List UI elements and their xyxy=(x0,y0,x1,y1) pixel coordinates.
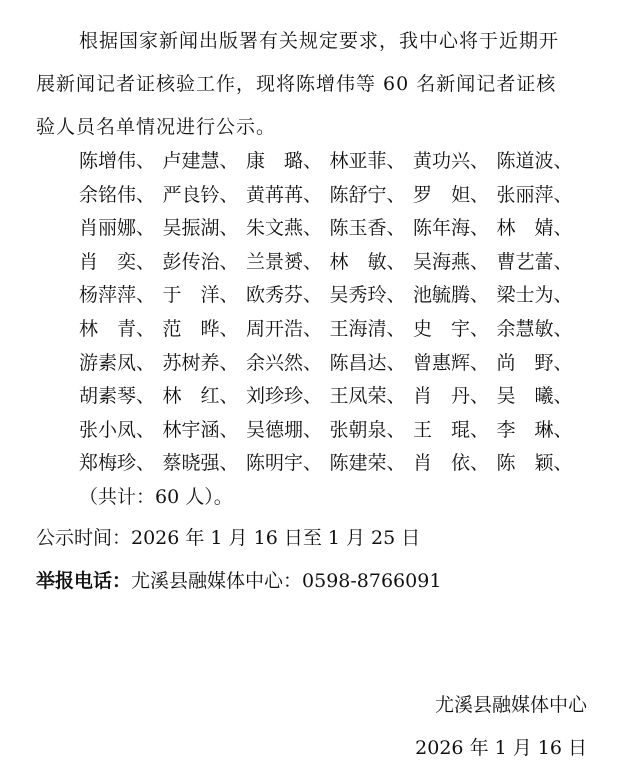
list-item: 林 红、 xyxy=(162,385,239,408)
list-item: 王凤荣、 xyxy=(329,385,406,408)
list-item: 王 琨、 xyxy=(413,418,490,441)
list-item: 吴德堋、 xyxy=(246,418,323,441)
list-item: 肖 丹、 xyxy=(413,385,490,408)
list-item: 池毓腾、 xyxy=(413,284,490,307)
list-item: 卢建慧、 xyxy=(162,150,239,172)
list-item: 林亚菲、 xyxy=(329,150,406,172)
list-item: 吴振湖、 xyxy=(162,217,239,240)
list-item: 游素凤、 xyxy=(79,351,156,374)
report-phone-label: 举报电话： xyxy=(36,570,132,592)
signature-date: 2026 年 1 月 16 日 xyxy=(415,737,587,759)
list-item: 余兴然、 xyxy=(246,351,323,374)
list-item: 梁士为、 xyxy=(496,284,573,307)
list-item: 黄苒苒、 xyxy=(246,183,323,206)
list-item: 曹艺蕾、 xyxy=(496,250,573,273)
list-item: 刘珍珍、 xyxy=(246,385,323,408)
list-item: 苏树养、 xyxy=(162,351,239,374)
name-row xyxy=(79,246,599,280)
name-row xyxy=(79,447,599,481)
intro-line-1: 根据国家新闻出版署有关规定要求，我中心将于近期开 xyxy=(79,30,560,52)
list-item: 余铭伟、 xyxy=(79,183,156,206)
list-item: 林 青、 xyxy=(79,317,156,340)
list-item: 于 洋、 xyxy=(162,284,239,307)
report-phone-value: 尤溪县融媒体中心：0598-8766091 xyxy=(131,570,442,592)
list-item: 范 晔、 xyxy=(162,317,239,340)
name-row xyxy=(79,212,599,246)
list-item: 严良钤、 xyxy=(162,183,239,206)
list-item: 彭传治、 xyxy=(162,250,239,273)
list-item: 黄功兴、 xyxy=(413,150,490,172)
report-phone xyxy=(36,566,441,596)
list-item: 陈道波、 xyxy=(496,150,573,172)
list-item: 吴 曦、 xyxy=(496,385,573,408)
list-item: 史 宇、 xyxy=(413,317,490,340)
list-item: 陈 颖、 xyxy=(496,452,573,475)
list-item: 郑梅珍、 xyxy=(79,452,156,475)
list-item: 吴海燕、 xyxy=(413,250,490,273)
intro-line-3: 验人员名单情况进行公示。 xyxy=(36,116,277,138)
list-item: 陈舒宁、 xyxy=(329,183,406,206)
list-item: 陈年海、 xyxy=(413,217,490,240)
list-item: 林宇涵、 xyxy=(162,418,239,441)
list-item: 康 璐、 xyxy=(246,150,323,172)
list-item: 曾惠辉、 xyxy=(413,351,490,374)
name-row xyxy=(79,347,599,381)
list-item: 吴秀玲、 xyxy=(329,284,406,307)
list-item: 林 敏、 xyxy=(329,250,406,273)
list-item: 余慧敏、 xyxy=(496,317,573,340)
list-item: 肖丽娜、 xyxy=(79,217,156,240)
list-item: 陈玉香、 xyxy=(329,217,406,240)
name-row xyxy=(79,380,599,414)
list-item: 周开浩、 xyxy=(246,317,323,340)
list-item: 陈昌达、 xyxy=(329,351,406,374)
name-row xyxy=(79,179,599,213)
list-item: 王海清、 xyxy=(329,317,406,340)
signature-organization: 尤溪县融媒体中心 xyxy=(434,694,587,716)
total-count: （共计：60 人）。 xyxy=(79,485,233,508)
list-item: 罗 妲、 xyxy=(413,183,490,206)
list-item: 朱文燕、 xyxy=(246,217,323,240)
list-item: 兰景赟、 xyxy=(246,250,323,273)
list-item: 张小凤、 xyxy=(79,418,156,441)
name-row xyxy=(79,145,599,179)
name-row xyxy=(79,313,599,347)
name-list xyxy=(79,145,599,515)
intro-line-2: 展新闻记者证核验工作，现将陈增伟等 60 名新闻记者证核 xyxy=(36,73,557,95)
name-row xyxy=(79,414,599,448)
list-item: 陈明宇、 xyxy=(246,452,323,475)
list-item: 杨萍萍、 xyxy=(79,284,156,307)
list-item: 肖 依、 xyxy=(413,452,490,475)
list-item: 李 琳、 xyxy=(496,418,573,441)
list-item: 欧秀芬、 xyxy=(246,284,323,307)
list-item: 林 婧、 xyxy=(496,217,573,240)
list-item: 胡素琴、 xyxy=(79,385,156,408)
list-item: 陈增伟、 xyxy=(79,150,156,172)
list-item: 陈建荣、 xyxy=(329,452,406,475)
name-row xyxy=(79,279,599,313)
intro-paragraph xyxy=(36,20,604,149)
publicity-period: 公示时间：2026 年 1 月 16 日至 1 月 25 日 xyxy=(36,527,421,549)
list-item: 张朝泉、 xyxy=(329,418,406,441)
list-item: 肖 奕、 xyxy=(79,250,156,273)
list-item: 蔡晓强、 xyxy=(162,452,239,475)
list-item: 张丽萍、 xyxy=(496,183,573,206)
list-item: 尚 野、 xyxy=(496,351,573,374)
